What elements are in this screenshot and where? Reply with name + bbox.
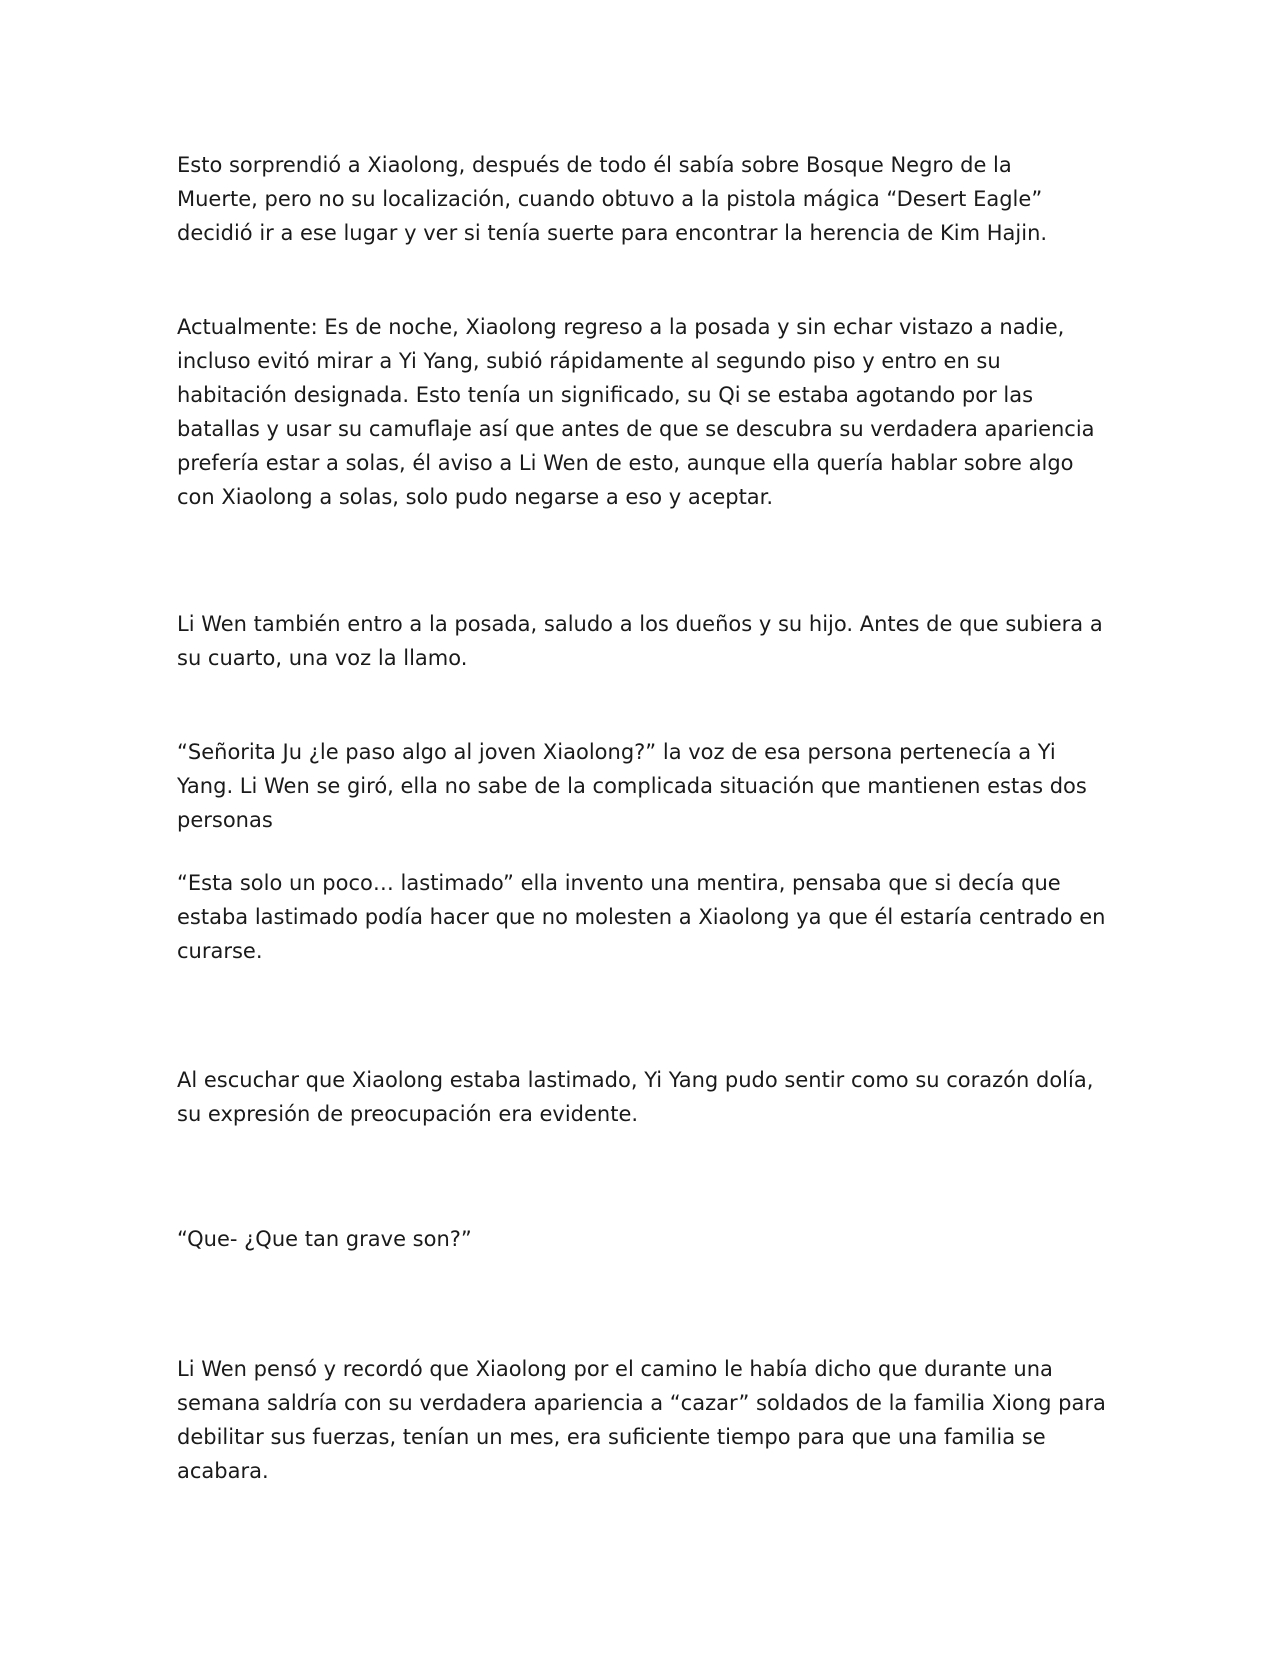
- paragraph-4: [177, 735, 1107, 837]
- paragraph-6: [177, 1063, 1107, 1131]
- text-line: semana saldría con su verdadera apariencia a “cazar” soldados de la familia Xiong para: [177, 1391, 1106, 1415]
- text-line: batallas y usar su camuflaje así que antes de que se descubra su verdadera apariencia: [177, 417, 1095, 441]
- text-line: “Señorita Ju ¿le paso algo al joven Xiaolong?” la voz de esa persona pertenecía a Yi: [177, 740, 1056, 764]
- text-line: “Esta solo un poco… lastimado” ella invento una mentira, pensaba que si decía que: [177, 871, 1061, 895]
- text-line: decidió ir a ese lugar y ver si tenía suerte para encontrar la herencia de Kim Hajin.: [177, 221, 1048, 245]
- text-line: estaba lastimado podía hacer que no molesten a Xiaolong ya que él estaría centrado en: [177, 905, 1106, 929]
- text-line: Li Wen también entro a la posada, saludo a los dueños y su hijo. Antes de que subiera a: [177, 612, 1103, 636]
- text-line: acabara.: [177, 1459, 269, 1483]
- text-line: Actualmente: Es de noche, Xiaolong regreso a la posada y sin echar vistazo a nadie,: [177, 315, 1065, 339]
- text-line: con Xiaolong a solas, solo pudo negarse a eso y aceptar.: [177, 485, 774, 509]
- text-line: habitación designada. Esto tenía un significado, su Qi se estaba agotando por las: [177, 383, 1034, 407]
- text-line: debilitar sus fuerzas, tenían un mes, era suficiente tiempo para que una familia se: [177, 1425, 1046, 1449]
- text-line: Muerte, pero no su localización, cuando obtuvo a la pistola mágica “Desert Eagle”: [177, 187, 1043, 211]
- text-line: personas: [177, 808, 273, 832]
- paragraph-8: [177, 1352, 1107, 1488]
- text-line: “Que- ¿Que tan grave son?”: [177, 1227, 472, 1251]
- text-line: su cuarto, una voz la llamo.: [177, 646, 468, 670]
- paragraph-2: [177, 310, 1107, 514]
- paragraph-7: [177, 1222, 1107, 1256]
- text-line: Al escuchar que Xiaolong estaba lastimado, Yi Yang pudo sentir como su corazón dolía,: [177, 1068, 1094, 1092]
- paragraph-5: [177, 866, 1107, 968]
- text-line: Li Wen pensó y recordó que Xiaolong por el camino le había dicho que durante una: [177, 1357, 1053, 1381]
- text-line: curarse.: [177, 939, 263, 963]
- text-line: su expresión de preocupación era evidente.: [177, 1102, 639, 1126]
- paragraph-3: [177, 607, 1107, 675]
- paragraph-1: [177, 148, 1107, 250]
- text-line: prefería estar a solas, él aviso a Li Wen de esto, aunque ella quería hablar sobre algo: [177, 451, 1074, 475]
- text-line: Esto sorprendió a Xiaolong, después de todo él sabía sobre Bosque Negro de la: [177, 153, 1012, 177]
- text-line: Yang. Li Wen se giró, ella no sabe de la complicada situación que mantienen estas dos: [177, 774, 1087, 798]
- text-line: incluso evitó mirar a Yi Yang, subió rápidamente al segundo piso y entro en su: [177, 349, 1001, 373]
